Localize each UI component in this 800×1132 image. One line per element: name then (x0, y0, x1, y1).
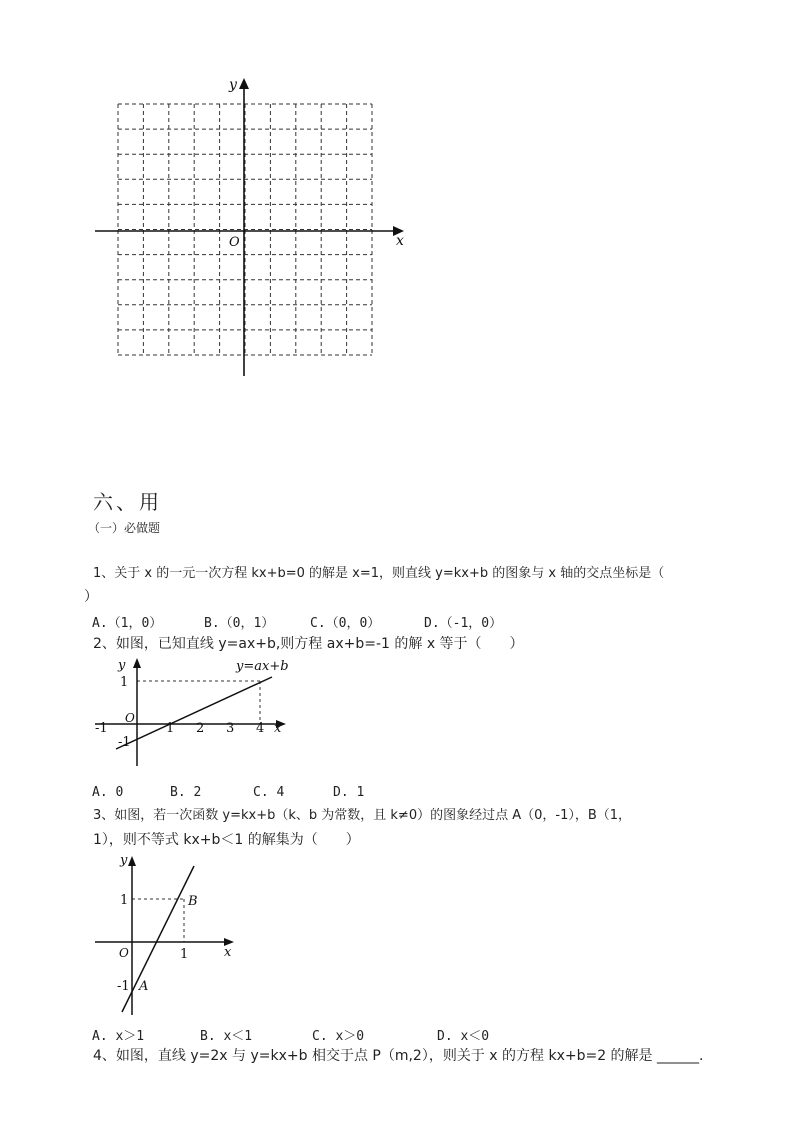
question-3-text-cont: 1），则不等式 kx+b＜1 的解集为（ ） (93, 832, 360, 848)
q2-option-c[interactable]: C. 4 (253, 785, 285, 800)
q3-x-label: x (224, 945, 232, 960)
q2-x-tick-1: 1 (166, 721, 175, 736)
grid-x-label: x (396, 233, 404, 249)
question-1-text: 1、关于 x 的一元一次方程 kx+b=0 的解是 x=1，则直线 y=kx+b 的图象与 x 轴的交点坐标是（ (93, 566, 665, 581)
q3-y-tick-1: 1 (120, 893, 129, 908)
q2-graph-line (116, 677, 272, 749)
q3-option-d[interactable]: D. x＜0 (437, 1029, 490, 1044)
q3-option-c[interactable]: C. x＞0 (312, 1029, 365, 1044)
question-2-text: 2、如图，已知直线 y=ax+b,则方程 ax+b=-1 的解 x 等于（ ） (93, 636, 524, 652)
coordinate-grid-figure (0, 0, 800, 400)
q1-option-a[interactable]: A.（1，0） (92, 616, 163, 631)
dashed-grid (118, 104, 372, 355)
question-1-text-cont: ） (84, 589, 98, 605)
q3-y-arrow-icon (128, 856, 136, 866)
question-3-text: 3、如图，若一次函数 y=kx+b（k、b 为常数，且 k≠0）的图象经过点 A（0，-1），B（1， (93, 808, 632, 823)
q2-x-tick-4: 4 (256, 721, 265, 736)
q2-y-label: y (118, 658, 126, 673)
q2-option-d[interactable]: D. 1 (333, 785, 365, 800)
q2-x-tick-neg1: -1 (95, 721, 108, 736)
q3-x-tick-1: 1 (180, 947, 189, 962)
q3-origin-label: O (119, 946, 129, 960)
q3-y-label: y (120, 853, 128, 868)
q2-option-a[interactable]: A. 0 (92, 785, 124, 800)
q2-x-tick-3: 3 (226, 721, 235, 736)
q3-figure (90, 850, 250, 1020)
q2-figure (90, 652, 300, 767)
q3-point-a: A (139, 979, 149, 994)
section-title: 六、用 (93, 490, 162, 514)
q3-y-tick-neg1: -1 (117, 979, 130, 994)
q2-y-tick-neg1: -1 (118, 735, 131, 750)
q2-y-tick-1: 1 (120, 675, 129, 690)
grid-y-label: y (229, 77, 237, 93)
q3-option-b[interactable]: B. x＜1 (200, 1029, 253, 1044)
q2-option-b[interactable]: B. 2 (170, 785, 202, 800)
q2-x-tick-2: 2 (196, 721, 205, 736)
q2-origin-label: O (125, 711, 135, 725)
y-axis-arrow-icon (239, 78, 249, 89)
q3-point-b: B (188, 894, 198, 909)
q3-graph-line (122, 866, 194, 1012)
grid-origin-label: O (229, 235, 240, 250)
q1-option-c[interactable]: C.（0，0） (310, 616, 381, 631)
q2-y-arrow-icon (133, 658, 141, 668)
q1-option-b[interactable]: B.（0，1） (204, 616, 275, 631)
q2-line-label: y=ax+b (236, 659, 289, 674)
question-4-text: 4、如图，直线 y=2x 与 y=kx+b 相交于点 P（m,2），则关于 x 的方程 kx+b=2 的解是 ______. (93, 1048, 704, 1064)
q1-option-d[interactable]: D.（-1，0） (424, 616, 503, 631)
section-subtitle: （一）必做题 (88, 521, 161, 535)
q3-option-a[interactable]: A. x＞1 (92, 1029, 145, 1044)
q2-x-label: x (274, 721, 282, 736)
